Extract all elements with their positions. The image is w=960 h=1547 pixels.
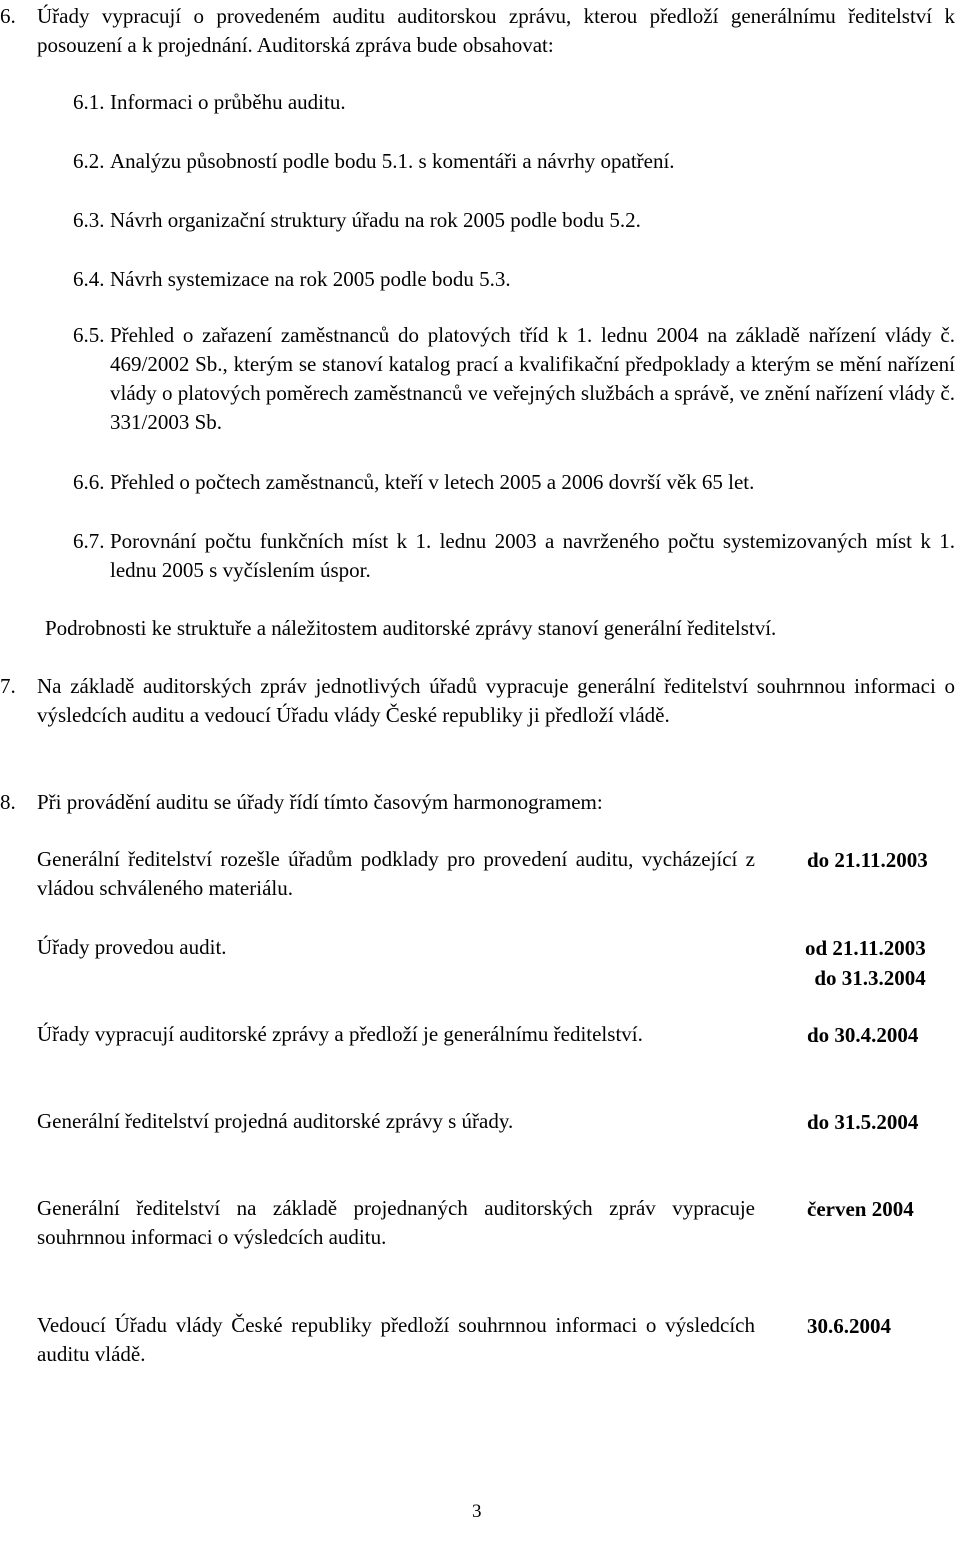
page-number: 3: [472, 1501, 482, 1522]
section-7-number: 7.: [0, 674, 16, 698]
schedule-task: Generální ředitelství na základě projednaných auditorských zpráv vypracuje souhrnnou informaci o výsledcích auditu.: [37, 1196, 755, 1249]
item-6-3-text: Návrh organizační struktury úřadu na rok 2005 podle bodu 5.2.: [110, 208, 641, 232]
item-6-7-number: 6.7.: [73, 529, 105, 553]
schedule-date-line: do 30.4.2004: [807, 1023, 919, 1047]
schedule-date: [807, 1311, 891, 1341]
item-6-6-text: Přehled o počtech zaměstnanců, kteří v letech 2005 a 2006 dovrší věk 65 let.: [110, 470, 755, 494]
schedule-date-line: 30.6.2004: [807, 1314, 891, 1338]
schedule-date-line: do 31.5.2004: [807, 1110, 919, 1134]
schedule-date-line: od 21.11.2003: [805, 936, 926, 960]
section-6-text: Úřady vypracují o provedeném auditu auditorskou zprávu, kterou předloží generálnímu ředitelství k posouzení a k projednání. Auditorská zpráva bude obsahovat:: [37, 4, 955, 57]
item-6-1-text: Informaci o průběhu auditu.: [110, 90, 346, 114]
item-6-4-number: 6.4.: [73, 267, 105, 291]
schedule-date-line: červen 2004: [807, 1197, 914, 1221]
section-7-text: Na základě auditorských zpráv jednotlivých úřadů vypracuje generální ředitelství souhrnnou informaci o výsledcích auditu a vedoucí Úřadu vlády České republiky ji předloží vládě.: [37, 674, 955, 727]
schedule-date: [807, 845, 928, 875]
schedule-task: Generální ředitelství projedná auditorské zprávy s úřady.: [37, 1109, 514, 1133]
schedule-date: [807, 1020, 918, 1050]
section-8-text: Při provádění auditu se úřady řídí tímto časovým harmonogramem:: [37, 790, 603, 814]
item-6-5-text: Přehled o zařazení zaměstnanců do platových tříd k 1. lednu 2004 na základě nařízení vlády č. 469/2002 Sb., kterým se stanoví katalog prací a kvalifikační předpoklady a kterým se mění nařízení vlády o platových poměrech zaměstnanců ve veřejných službách a správě, ve znění nařízení vlády č. 331/2003 Sb.: [110, 323, 955, 434]
schedule-task: Generální ředitelství rozešle úřadům podklady pro provedení auditu, vycházející z vládou schváleného materiálu.: [37, 847, 755, 900]
schedule-date-line: do 31.3.2004: [814, 966, 926, 990]
schedule-date: [805, 933, 926, 993]
schedule-task: Úřady provedou audit.: [37, 935, 227, 959]
schedule-date: [807, 1107, 918, 1137]
item-6-3-number: 6.3.: [73, 208, 105, 232]
item-6-6-number: 6.6.: [73, 470, 105, 494]
item-6-4-text: Návrh systemizace na rok 2005 podle bodu 5.3.: [110, 267, 511, 291]
schedule-task: Vedoucí Úřadu vlády České republiky předloží souhrnnou informaci o výsledcích auditu vládě.: [37, 1313, 755, 1366]
item-6-1-number: 6.1.: [73, 90, 105, 114]
schedule-task: Úřady vypracují auditorské zprávy a předloží je generálnímu ředitelství.: [37, 1022, 643, 1046]
schedule-date: [807, 1194, 914, 1224]
details-note: Podrobnosti ke struktuře a náležitostem auditorské zprávy stanoví generální ředitelství.: [45, 616, 777, 640]
section-6-number: 6.: [0, 4, 16, 28]
item-6-2-number: 6.2.: [73, 149, 105, 173]
schedule-date-line: do 21.11.2003: [807, 848, 928, 872]
item-6-2-text: Analýzu působností podle bodu 5.1. s komentáři a návrhy opatření.: [110, 149, 675, 173]
section-8-number: 8.: [0, 790, 16, 814]
item-6-7-text: Porovnání počtu funkčních míst k 1. lednu 2003 a navrženého počtu systemizovaných míst k 1. lednu 2005 s vyčíslením úspor.: [110, 529, 955, 582]
item-6-5-number: 6.5.: [73, 323, 105, 347]
